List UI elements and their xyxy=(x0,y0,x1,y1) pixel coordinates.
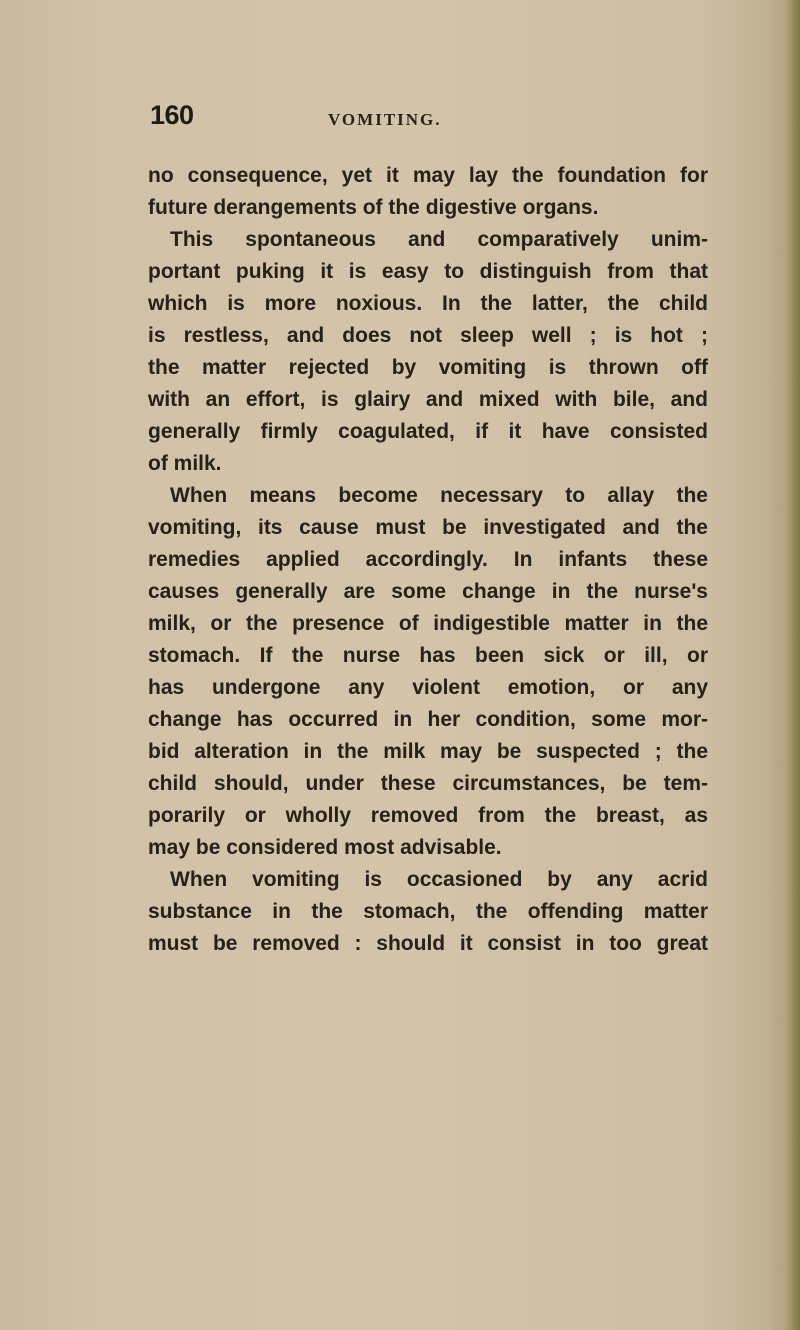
text-line: causes generally are some change in the nurse's xyxy=(148,580,708,603)
text-line: may be considered most advisable. xyxy=(148,836,502,859)
text-line: of milk. xyxy=(148,452,222,475)
text-line: remedies applied accordingly. In infants these xyxy=(148,548,708,571)
text-line: is restless, and does not sleep well ; is hot ; xyxy=(148,324,708,347)
body-text xyxy=(148,160,708,960)
text-line: substance in the stomach, the offending matter xyxy=(148,900,708,923)
page-number: 160 xyxy=(150,100,194,130)
text-line: generally firmly coagulated, if it have consisted xyxy=(148,420,708,443)
text-line: milk, or the presence of indigestible matter in the xyxy=(148,612,708,635)
text-line: When means become necessary to allay the xyxy=(170,484,708,507)
text-line: no consequence, yet it may lay the foundation for xyxy=(148,164,708,187)
text-line: must be removed : should it consist in too great xyxy=(148,932,708,955)
text-line: the matter rejected by vomiting is thrown off xyxy=(148,356,708,379)
text-line: This spontaneous and comparatively unim- xyxy=(170,228,708,251)
text-line: vomiting, its cause must be investigated and the xyxy=(148,516,708,539)
text-line: which is more noxious. In the latter, the child xyxy=(148,292,708,315)
text-line: child should, under these circumstances, be tem- xyxy=(148,772,708,795)
text-line: bid alteration in the milk may be suspected ; the xyxy=(148,740,708,763)
text-line: with an effort, is glairy and mixed with bile, and xyxy=(148,388,708,411)
text-line: has undergone any violent emotion, or any xyxy=(148,676,708,699)
text-line: portant puking it is easy to distinguish from that xyxy=(148,260,708,283)
page-edge xyxy=(786,0,800,1330)
text-line: change has occurred in her condition, some mor- xyxy=(148,708,708,731)
page-header xyxy=(0,100,800,140)
text-line: stomach. If the nurse has been sick or ill, or xyxy=(148,644,708,667)
text-line: porarily or wholly removed from the breast, as xyxy=(148,804,708,827)
running-head: VOMITING. xyxy=(328,110,442,129)
text-line: When vomiting is occasioned by any acrid xyxy=(170,868,708,891)
text-line: future derangements of the digestive organs. xyxy=(148,196,599,219)
